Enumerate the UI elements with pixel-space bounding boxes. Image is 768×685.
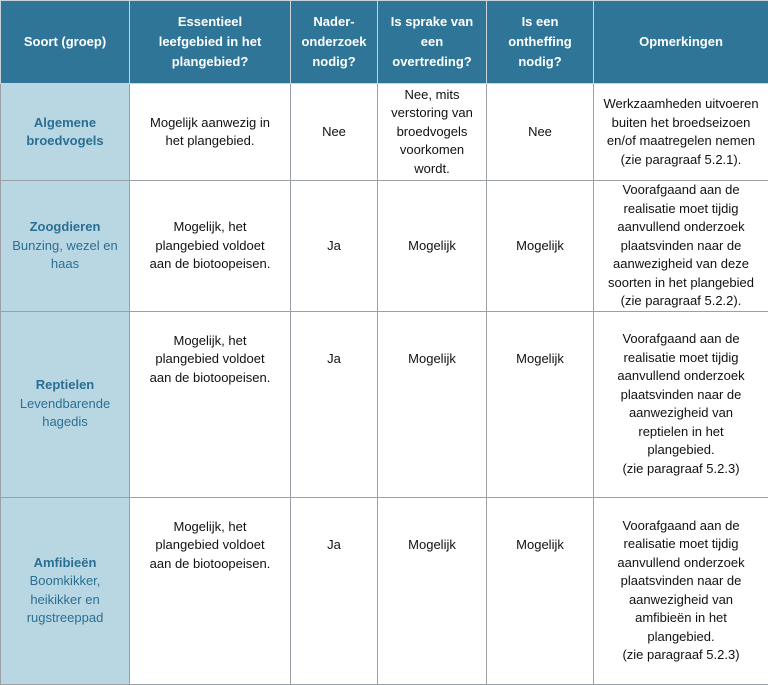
overtreding-cell: Nee, mits verstoring van broedvogels voorkomen wordt.	[378, 84, 487, 181]
onderzoek-cell: Nee	[291, 84, 378, 181]
opmerkingen-cell: Werkzaamheden uitvoeren buiten het broedseizoen en/of maatregelen nemen (zie paragraaf 5.2.1).	[594, 84, 768, 181]
ontheffing-cell: Nee	[487, 84, 594, 181]
opmerkingen-cell: Voorafgaand aan de realisatie moet tijdig aanvullend onderzoek plaatsvinden naar de aanwezigheid van reptielen in het plangebied. (zie paragraaf 5.2.3)	[594, 311, 768, 497]
soort-species: Bunzing, wezel en haas	[7, 237, 123, 274]
overtreding-cell: Mogelijk	[378, 311, 487, 497]
leefgebied-cell: Mogelijk, het plangebied voldoet aan de biotoopeisen.	[130, 311, 291, 497]
soort-group: Amfibieën	[7, 554, 123, 573]
soort-cell	[1, 311, 130, 497]
overtreding-cell: Mogelijk	[378, 181, 487, 312]
ontheffing-cell: Mogelijk	[487, 497, 594, 684]
soort-group: Reptielen	[7, 376, 123, 395]
ontheffing-cell: Mogelijk	[487, 311, 594, 497]
header-leefgebied: Essentieel leefgebied in het plangebied?	[130, 1, 291, 84]
soort-species: Boomkikker, heikikker en rugstreeppad	[7, 572, 123, 628]
header-soort: Soort (groep)	[1, 1, 130, 84]
header-ontheffing: Is een ontheffing nodig?	[487, 1, 594, 84]
header-onderzoek: Nader- onderzoek nodig?	[291, 1, 378, 84]
opmerkingen-cell: Voorafgaand aan de realisatie moet tijdig aanvullend onderzoek plaatsvinden naar de aanwezigheid van deze soorten in het plangebied (zie paragraaf 5.2.2).	[594, 181, 768, 312]
opmerkingen-cell: Voorafgaand aan de realisatie moet tijdig aanvullend onderzoek plaatsvinden naar de aanwezigheid van amfibieën in het plangebied. (zie paragraaf 5.2.3)	[594, 497, 768, 684]
header-overtreding: Is sprake van een overtreding?	[378, 1, 487, 84]
soort-species: Levendbarende hagedis	[7, 395, 123, 432]
leefgebied-cell: Mogelijk aanwezig in het plangebied.	[130, 84, 291, 181]
soort-group: Algemene broedvogels	[7, 114, 123, 151]
leefgebied-cell: Mogelijk, het plangebied voldoet aan de biotoopeisen.	[130, 497, 291, 684]
leefgebied-cell: Mogelijk, het plangebied voldoet aan de biotoopeisen.	[130, 181, 291, 312]
ontheffing-cell: Mogelijk	[487, 181, 594, 312]
onderzoek-cell: Ja	[291, 311, 378, 497]
table-row	[1, 311, 768, 497]
soort-cell	[1, 497, 130, 684]
overtreding-cell: Mogelijk	[378, 497, 487, 684]
soort-group: Zoogdieren	[7, 218, 123, 237]
header-row	[1, 1, 768, 84]
table-row	[1, 497, 768, 684]
table-row	[1, 84, 768, 181]
table-row	[1, 181, 768, 312]
soort-cell	[1, 84, 130, 181]
soort-cell	[1, 181, 130, 312]
onderzoek-cell: Ja	[291, 181, 378, 312]
header-opmerkingen: Opmerkingen	[594, 1, 768, 84]
onderzoek-cell: Ja	[291, 497, 378, 684]
